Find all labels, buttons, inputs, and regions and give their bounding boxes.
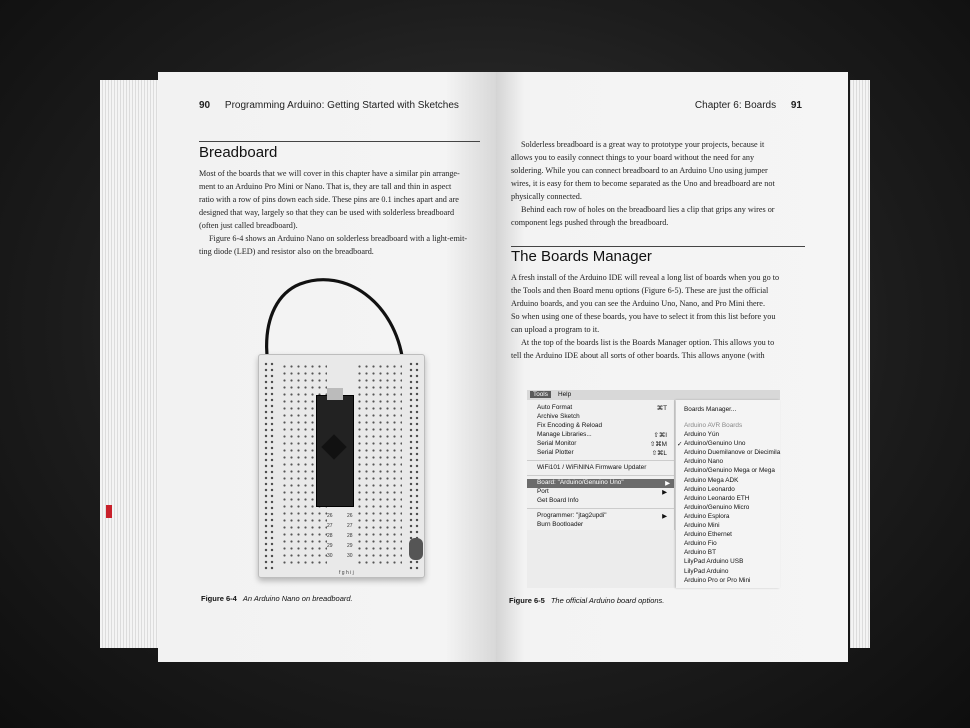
board-option-label: LilyPad Arduino	[684, 567, 729, 575]
menu-item-board[interactable]	[527, 479, 674, 488]
text-line: component legs pushed through the breadboard.	[511, 218, 669, 227]
menu-label: Archive Sketch	[537, 413, 580, 420]
row-number: 30	[347, 553, 353, 559]
breadboard-photo	[245, 262, 435, 584]
menu-item-wifi-updater[interactable]	[537, 464, 671, 473]
row-number: 26	[347, 513, 353, 519]
caption-text: The official Arduino board options.	[550, 596, 665, 605]
menu-item-programmer[interactable]	[537, 512, 671, 521]
text-line: ment to an Arduino Pro Mini or Nano. That is, they are tall and thin in aspect	[199, 182, 452, 191]
menu-label: Port	[537, 488, 549, 495]
menu-item-port[interactable]	[537, 488, 671, 497]
row-number: 29	[347, 543, 353, 549]
avr-boards-header: Arduino AVR Boards	[684, 422, 743, 429]
led-component	[409, 538, 423, 560]
text-line: Solderless breadboard is a great way to prototype your projects, because it	[521, 140, 765, 149]
board-option[interactable]	[684, 449, 780, 458]
board-option-label: Arduino Nano	[684, 458, 724, 466]
board-option[interactable]	[684, 495, 749, 504]
shortcut: ⌘T	[656, 405, 667, 412]
right-para-2	[511, 203, 805, 229]
breadboard	[258, 354, 425, 578]
figure-6-4-caption	[201, 594, 353, 603]
caption-label: Figure 6-5	[509, 596, 545, 605]
row-number: 26	[327, 513, 333, 519]
board-option-label: Arduino/Genuino Uno	[684, 440, 746, 448]
board-option-label: Arduino Yún	[684, 431, 720, 438]
menu-label: Fix Encoding & Reload	[537, 422, 603, 429]
shortcut: ⇧⌘M	[649, 441, 667, 448]
menu-item-board-info[interactable]	[537, 497, 671, 506]
text-line: tell the Arduino IDE about all sorts of other boards. This allows anyone (with	[511, 351, 765, 360]
board-option-label: Arduino Mini	[684, 522, 720, 529]
board-option[interactable]	[684, 477, 738, 486]
power-rail-left	[263, 361, 275, 571]
text-line: the Tools and then Board menu options (Figure 6-5). These are just the official	[511, 286, 769, 295]
shortcut: ⇧⌘L	[651, 450, 667, 457]
board-option[interactable]	[684, 513, 729, 522]
right-running-head	[695, 100, 802, 111]
text-line: soldering. While you can connect breadboard to an Arduino Uno using jumper	[511, 166, 768, 175]
board-option[interactable]	[684, 577, 750, 586]
menu-label: Burn Bootloader	[537, 521, 584, 528]
menu-label: WiFi101 / WiFiNINA Firmware Updater	[537, 464, 647, 471]
menu-label: Manage Libraries...	[537, 431, 592, 438]
shortcut: ⇧⌘I	[653, 432, 667, 439]
right-page-number: 91	[790, 100, 802, 111]
board-option-label: Arduino Duemilanove or Diecimila	[684, 449, 781, 457]
board-option-label: Arduino BT	[684, 549, 716, 557]
board-option[interactable]	[684, 486, 735, 495]
board-option[interactable]	[684, 568, 728, 577]
text-line: wires, it is easy for them to become separated as the Uno and breadboard are not	[511, 179, 775, 188]
text-line: So when using one of these boards, you have to select it from this list before you	[511, 312, 776, 321]
menu-label: Board: "Arduino/Genuino Uno"	[537, 479, 624, 486]
menu-item-serial-plotter[interactable]	[537, 449, 671, 458]
right-para-1	[511, 138, 805, 203]
menu-label: Auto Format	[537, 404, 573, 411]
caption-label: Figure 6-4	[201, 594, 237, 603]
usb-connector	[327, 388, 343, 400]
text-line: A fresh install of the Arduino IDE will reveal a long list of boards when you go to	[511, 273, 780, 282]
help-menu[interactable]: Help	[558, 391, 572, 398]
menu-label: Serial Plotter	[537, 449, 574, 456]
text-line: (often just called breadboard).	[199, 221, 298, 230]
board-option[interactable]	[684, 558, 743, 567]
checkmark-icon: ✓	[677, 441, 683, 449]
board-option[interactable]	[684, 522, 720, 531]
board-option[interactable]	[684, 549, 716, 558]
arduino-tools-menu-screenshot	[527, 390, 780, 588]
menu-item-burn-bootloader[interactable]	[537, 521, 671, 530]
board-option-label: Arduino Mega ADK	[684, 476, 739, 484]
page-edges-right	[850, 80, 870, 648]
menu-separator	[527, 475, 674, 476]
right-running-title: Chapter 6: Boards	[694, 100, 777, 111]
board-option[interactable]	[677, 440, 746, 449]
right-para-3	[511, 271, 805, 336]
text-line: Arduino boards, and you can see the Arduino Uno, Nano, and Pro Mini there.	[511, 299, 765, 308]
text-line: Most of the boards that we will cover in this chapter have a similar pin arrange-	[199, 169, 460, 178]
board-option[interactable]	[684, 531, 732, 540]
menu-item-archive-sketch[interactable]	[537, 413, 671, 422]
caption-text: An Arduino Nano on breadboard.	[242, 594, 353, 603]
left-heading: Breadboard	[199, 144, 278, 161]
text-line: allows you to easily connect things to your board without the need for any	[511, 153, 755, 162]
board-submenu	[676, 400, 780, 588]
arduino-nano	[316, 395, 354, 507]
figure-6-5-caption	[509, 596, 664, 605]
left-running-head	[199, 100, 459, 111]
row-number: 28	[327, 533, 333, 539]
board-option-label: Arduino Fio	[684, 540, 717, 548]
text-line: physically connected.	[511, 192, 582, 201]
submenu-arrow-icon: ▶	[662, 489, 667, 496]
text-line: Behind each row of holes on the breadboard lies a clip that grips any wires or	[521, 205, 775, 214]
row-number: 29	[327, 543, 333, 549]
board-option[interactable]	[684, 458, 723, 467]
submenu-arrow-icon: ▶	[662, 513, 667, 520]
microcontroller-chip	[321, 434, 346, 459]
board-option-label: Arduino Leonardo ETH	[684, 494, 750, 502]
menu-label: Programmer: "jtag2updi"	[537, 512, 607, 519]
left-para-2	[199, 232, 480, 258]
board-option-label: LilyPad Arduino USB	[684, 558, 744, 566]
board-option[interactable]	[684, 467, 775, 476]
text-line: designed that way, largely so that they can be used with solderless breadboard	[199, 208, 455, 217]
board-option-label: Arduino Leonardo	[684, 485, 735, 493]
boards-manager-item[interactable]: Boards Manager...	[684, 406, 737, 413]
tools-menu[interactable]: Tools	[530, 391, 551, 398]
text-line: can upload a program to it.	[511, 325, 600, 334]
menu-separator	[527, 460, 674, 461]
board-option[interactable]	[684, 504, 749, 513]
menu-label: Get Board Info	[537, 497, 579, 504]
board-option-label: Arduino/Genuino Micro	[684, 503, 750, 511]
menu-separator	[527, 508, 674, 509]
left-para-1	[199, 167, 480, 232]
row-number: 30	[327, 553, 333, 559]
right-heading: The Boards Manager	[511, 248, 652, 265]
board-option-label: Arduino Ethernet	[684, 531, 732, 539]
text-line: Figure 6-4 shows an Arduino Nano on solderless breadboard with a light-emit-	[209, 234, 468, 243]
left-heading-rule	[199, 141, 480, 142]
left-page-number: 90	[199, 100, 211, 111]
bookmark-ribbon	[106, 505, 112, 518]
board-option[interactable]	[684, 431, 719, 440]
board-option[interactable]	[684, 540, 717, 549]
submenu-arrow-icon: ▶	[665, 480, 670, 487]
board-option-label: Arduino Esplora	[684, 512, 730, 520]
hole-grid-right	[356, 363, 402, 567]
board-option-label: Arduino/Genuino Mega or Mega	[684, 467, 775, 475]
menu-item-serial-monitor[interactable]	[537, 440, 671, 449]
menu-item-fix-encoding[interactable]	[537, 422, 671, 431]
tools-dropdown	[527, 400, 675, 530]
menu-bar	[527, 390, 780, 400]
right-heading-rule	[511, 246, 805, 247]
menu-item-manage-libraries[interactable]	[537, 431, 671, 440]
left-running-title: Programming Arduino: Getting Started with Sketches	[224, 100, 459, 111]
right-para-4	[511, 336, 805, 362]
menu-item-auto-format[interactable]	[537, 404, 671, 413]
text-line: ratio with a row of pins down each side. These pins are 0.1 inches apart and are	[199, 195, 459, 204]
text-line: ting diode (LED) and resistor also on the breadboard.	[199, 247, 374, 256]
board-option-label: Arduino Pro or Pro Mini	[684, 576, 751, 584]
row-number: 27	[327, 523, 333, 529]
menu-label: Serial Monitor	[537, 440, 577, 447]
row-number: 28	[347, 533, 353, 539]
text-line: At the top of the boards list is the Boards Manager option. This allows you to	[521, 338, 775, 347]
row-number: 27	[347, 523, 353, 529]
column-letters: f g h i j	[339, 570, 354, 576]
